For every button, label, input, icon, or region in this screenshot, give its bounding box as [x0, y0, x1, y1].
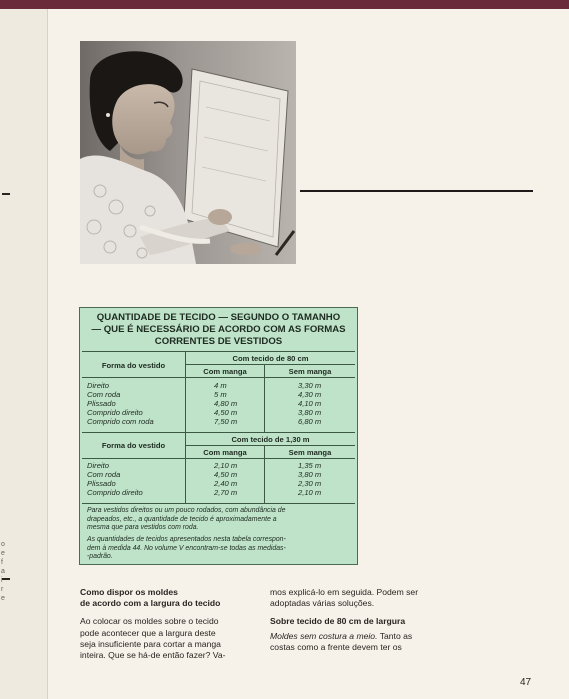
- note-line: drapeados, etc., a quantidade de tecido é aproximadamente a: [87, 515, 277, 523]
- column-header-sem-manga: Sem manga: [288, 367, 332, 376]
- body-line: inteira. Que se há-de então fazer? Va-: [80, 650, 226, 661]
- italic-phrase: Moldes sem costura a meio.: [270, 630, 378, 641]
- margin-tick-mark: [2, 578, 10, 580]
- row-form-label: Comprido direito: [87, 408, 143, 417]
- row-value-com-manga: 4 m: [214, 381, 227, 390]
- row-form-label: Direito: [87, 461, 109, 470]
- table-note-1: [87, 507, 353, 533]
- margin-letter: a: [1, 568, 5, 575]
- body-text: Tanto as: [377, 630, 413, 641]
- table-rule: [82, 458, 355, 459]
- table-rule: [82, 377, 355, 378]
- table-title-line: QUANTIDADE DE TECIDO — SEGUNDO O TAMANHO: [96, 312, 341, 323]
- note-line: -padrão.: [87, 553, 113, 561]
- body-line: [270, 642, 445, 653]
- margin-tick-mark: [2, 193, 10, 195]
- table-rule: [185, 351, 186, 432]
- binding-shadow-line: [47, 9, 48, 699]
- column-header-com-manga: Com manga: [203, 448, 247, 457]
- subsection-heading: Sobre tecido de 80 cm de largura: [270, 616, 406, 627]
- section-heading-line: de acordo com a largura do tecido: [80, 598, 221, 609]
- body-line: Ao colocar os moldes sobre o tecido: [80, 616, 219, 627]
- photo-woman-reading: [80, 41, 296, 264]
- right-column: [270, 587, 445, 653]
- row-value-com-manga: 4,50 m: [214, 470, 238, 479]
- row-value-sem-manga: 2,10 m: [298, 488, 322, 497]
- margin-letter: f: [1, 559, 3, 566]
- note-line: mesma que para vestidos com roda.: [87, 524, 199, 532]
- row-form-label: Direito: [87, 381, 109, 390]
- body-line: [270, 631, 445, 642]
- row-value-sem-manga: 6,80 m: [298, 417, 322, 426]
- table-rule: [82, 351, 355, 352]
- row-value-com-manga: 2,70 m: [214, 488, 238, 497]
- row-value-sem-manga: 4,30 m: [298, 390, 322, 399]
- column-header-sem-manga: Sem manga: [288, 448, 332, 457]
- table-rule: [185, 364, 355, 365]
- note-line: dem à medida 44. No volume V encontram-se todas as medidas-: [87, 544, 286, 552]
- group-header-80cm: Com tecido de 80 cm: [232, 354, 309, 363]
- table-note-2: [87, 536, 353, 562]
- row-value-com-manga: 2,10 m: [214, 461, 238, 470]
- margin-letter: i: [1, 577, 3, 584]
- table-title-line: — QUE É NECESSÁRIO DE ACORDO COM AS FORMAS: [91, 324, 346, 335]
- row-value-com-manga: 4,50 m: [214, 408, 238, 417]
- row-value-com-manga: 4,80 m: [214, 399, 238, 408]
- section-heading-line: Como dispor os moldes: [80, 587, 178, 597]
- row-form-label: Com roda: [87, 470, 121, 479]
- table-rule: [82, 503, 355, 504]
- body-text: costas como a frente devem ter os: [270, 641, 402, 652]
- margin-bleed-letters: [1, 540, 11, 603]
- note-line: As quantidades de tecidos apresentados nesta tabela correspon-: [87, 536, 286, 543]
- row-value-sem-manga: 3,80 m: [298, 470, 322, 479]
- margin-letter: o: [1, 541, 5, 548]
- table-rule: [82, 432, 355, 433]
- left-column: [80, 587, 250, 661]
- row-form-label: Comprido direito: [87, 488, 143, 497]
- fabric-quantity-table: [79, 307, 358, 565]
- margin-letter: e: [1, 595, 5, 602]
- margin-letter: r: [1, 586, 4, 593]
- top-color-band: [0, 0, 569, 9]
- photo-illustration: [80, 41, 296, 264]
- body-line: seja insuficiente para cortar a manga: [80, 638, 221, 649]
- group-header-130cm: Com tecido de 1,30 m: [231, 435, 310, 444]
- table-title: [80, 312, 357, 348]
- row-value-com-manga: 2,40 m: [214, 479, 238, 488]
- table-title-line: CORRENTES DE VESTIDOS: [154, 336, 283, 347]
- row-value-sem-manga: 3,80 m: [298, 408, 322, 417]
- margin-letter: e: [1, 550, 5, 557]
- body-line: mos explicá-lo em seguida. Podem ser: [270, 587, 419, 597]
- row-value-sem-manga: 4,10 m: [298, 399, 322, 408]
- horizontal-rule: [300, 190, 533, 192]
- column-header-form: Forma do vestido: [101, 361, 166, 370]
- row-value-sem-manga: 1,35 m: [298, 461, 322, 470]
- row-form-label: Plissado: [87, 399, 116, 408]
- page-number: 47: [520, 677, 532, 688]
- column-header-form: Forma do vestido: [101, 441, 166, 450]
- row-value-sem-manga: 3,30 m: [298, 381, 322, 390]
- row-form-label: Com roda: [87, 390, 121, 399]
- note-line: Para vestidos direitos ou um pouco rodados, com abundância de: [87, 507, 286, 514]
- row-value-com-manga: 7,50 m: [214, 417, 238, 426]
- body-line: adoptadas várias soluções.: [270, 598, 375, 609]
- row-value-com-manga: 5 m: [214, 390, 227, 399]
- row-value-sem-manga: 2,30 m: [298, 479, 322, 488]
- body-line: pode acontecer que a largura deste: [80, 627, 216, 638]
- row-form-label: Comprido com roda: [87, 417, 154, 426]
- column-header-com-manga: Com manga: [203, 367, 247, 376]
- table-rule: [185, 445, 355, 446]
- row-form-label: Plissado: [87, 479, 116, 488]
